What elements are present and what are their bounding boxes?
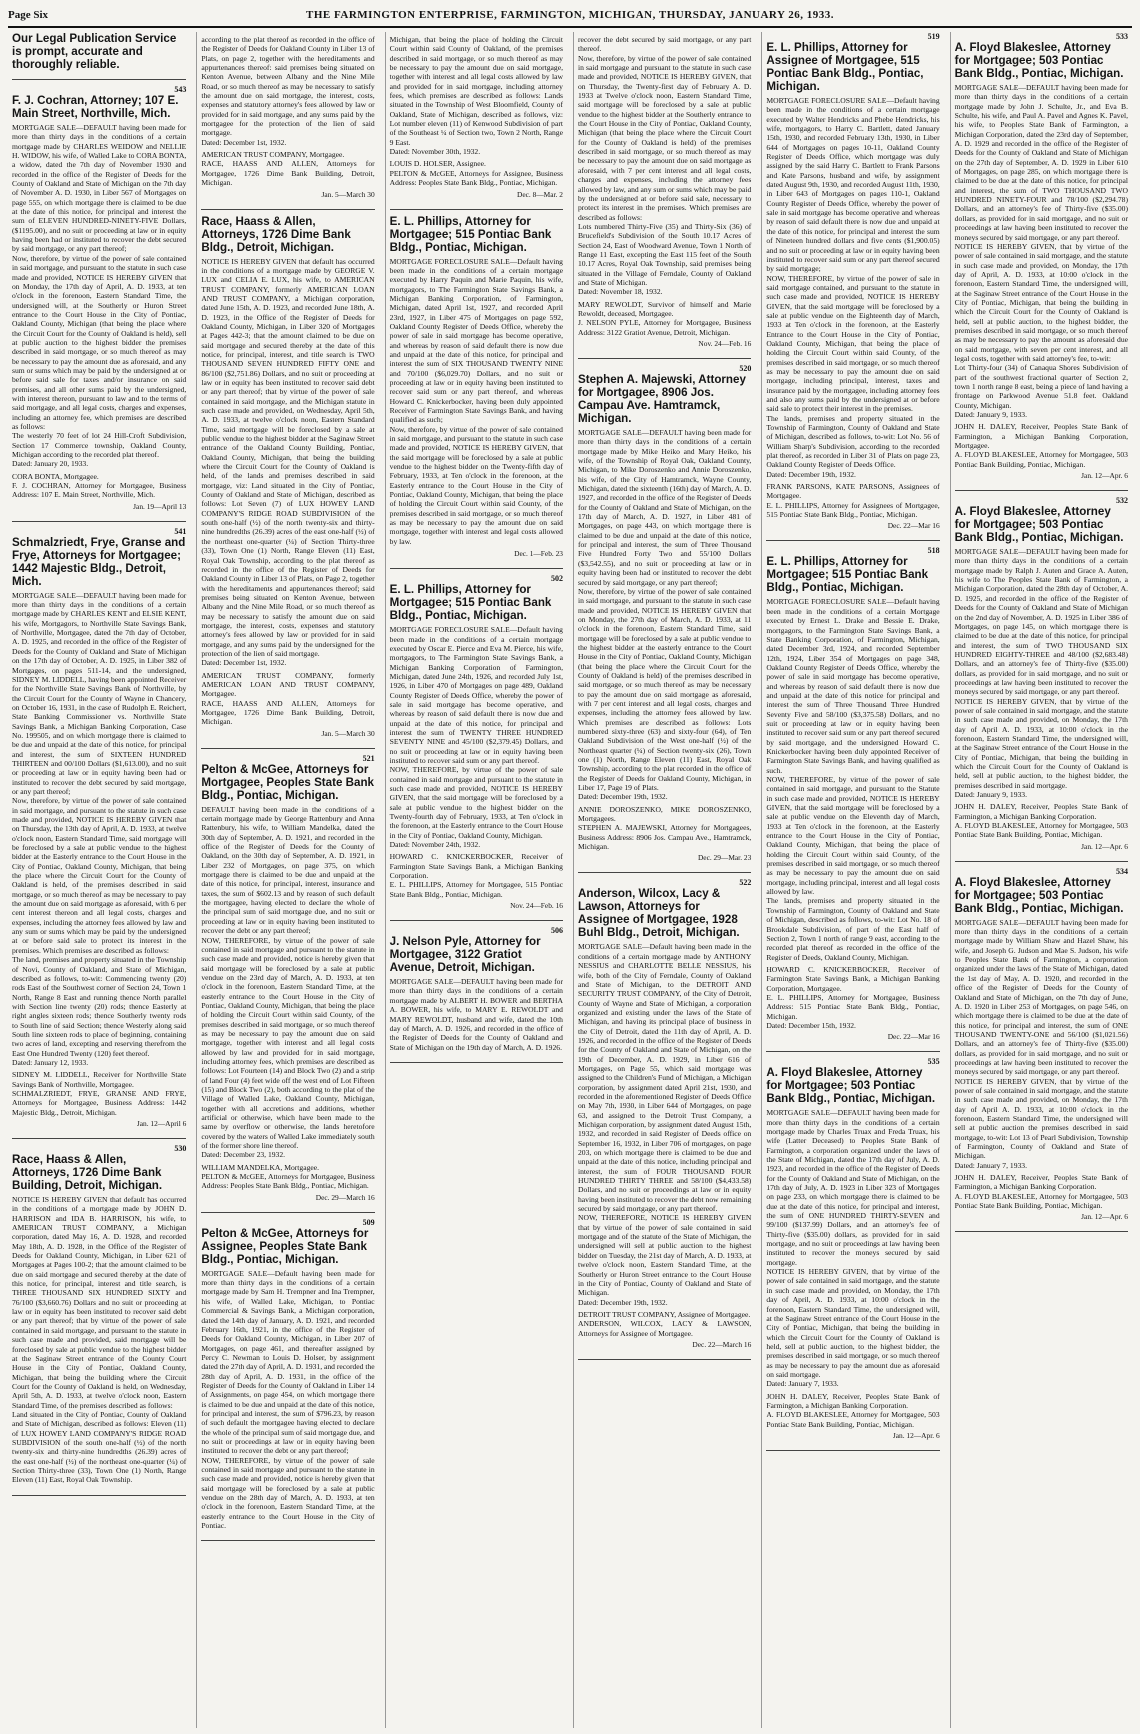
- notice-divider: [390, 920, 563, 921]
- notice-divider: [578, 358, 751, 359]
- notice-divider: [955, 1231, 1128, 1232]
- notice-number: 506: [550, 926, 563, 936]
- notice-body: recover the debt secured by said mortgage, or any part thereof. Now, therefore, by virtue of the power of sale contained in said mortgage and pursuant to the statute in such case made and provided, NOTICE IS HEREBY GIVEN, that on Thursday, the Twenty-first day of February A. D. 1933 at Twelve o'clock noon, Eastern Standard Time, said mortgage will be foreclosed by a sale at public vendue to the highest bidder at the Southerly entrance to the Court House in the City of Pontiac, Oakland County, Michigan (that being the place where the Circuit Court for the County of Oakland is held) of the premises described in said mortgage, or so much thereof as may be necessary to pay the amount due on said mortgage as aforesaid, with 7 per cent interest and all legal costs, charges and expenses, including the attorney fees allowed by law, and any sum or sums which may be paid by the undersigned at or before said sale, necessary to protect its interest in the premises. Which premises are described as follows: Lots numbered Thirty-Five (35) and Thirty-Six (36) of Brucefield's Subdivision of the South 10.17 Acres of Section 24, East of Woodward Avenue, Town 1 North of Range 11 East, excepting the East 115 feet of the South 10.17 Acres, Royal Oak Township, said premises being situated in the Village of Ferndale, County of Oakland and State of Michigan. Dated: November 18, 1932.: [577, 35, 752, 297]
- legal-notice: [766, 1057, 939, 1440]
- notice-number: 541: [174, 526, 187, 536]
- notice-signature: AMERICAN TRUST COMPANY, Mortgagee. RACE, HAASS AND ALLEN, Attorneys for Mortgagee, 1726 Dime Bank Building, Detroit, Michigan.: [201, 150, 375, 188]
- notice-signature: DETROIT TRUST COMPANY, Assignee of Mortgagee. ANDERSON, WILCOX, LACY & LAWSON, Attorneys for Assignee of Mortgagee.: [577, 1309, 752, 1338]
- notice-run-dates: Jan. 12—Apr. 6: [1081, 1212, 1128, 1222]
- notice-headline: E. L. Phillips, Attorney for Mortgagee; 515 Pontiac Bank Bldg., Pontiac, Michigan.: [766, 555, 929, 595]
- notice-divider: [578, 872, 751, 873]
- notice-divider: [390, 568, 563, 569]
- notice-headline: A. Floyd Blakeslee, Attorney for Mortgagee; 503 Pontiac Bank Bldg., Pontiac, Michigan.: [954, 505, 1124, 545]
- notice-number: 543: [174, 85, 187, 94]
- notice-number: 520: [739, 364, 752, 373]
- notice-signature: CORA BONTA, Mortgagee. F. J. COCHRAN, Attorney for Mortgagee, Business Address: 107 E. Main Street, Northville, Mich.: [12, 471, 187, 500]
- notice-body: MORTGAGE SALE—DEFAULT having been made for more than thirty days in the conditions of a certain mortgage made by Mike Heiko and Mary Heiko, his wife, of the Township of Royal Oak, Oakland County, Michigan, to Mike Doroszenko and Annie Doroszenko, his wife, of the City of Hamtramck, Wayne County, Michigan, dated the sixteenth (16th) day of March, A. D. 1927, and recorded in the office of the Register of Deeds for the County of Oakland and State of Michigan, on the 17th day of March, A. D. 1927, in Liber 481 of Mortgages, on page 443, on which mortgage there is claimed to be due and unpaid at the date of this notice, for principal and interest, the sum of Three Thousand Five Hundred Forty Two and 55/100 Dollars ($3,542.55), and no suit or proceeding at law or in equity having been had or instituted to recover the debt secured by said mortgage, or any part thereof; Now, therefore, by virtue of the power of sale contained in said mortgage, and pursuant to the statute in such case made and provided, NOTICE IS HEREBY GIVEN that on Monday, the 27th day of March, A. D. 1933, at 11 o'clock in the forenoon, Eastern Standard Time, said mortgage will be foreclosed by a sale at public vendue to the highest bidder at the easterly entrance to the Court House in the City of Pontiac, Oakland County, Michigan (that being the place where the Circuit Court for the County of Oakland is held) of the premises described in said mortgage, or so much thereof as may be necessary to pay the amount due on said mortgage as aforesaid, with 7 per cent interest and all legal costs, charges and expenses, including the attorney fees allowed by law. Which premises are described as follows: Lots numbered sixty-three (63) and sixty-four (64), of Ten Oakland Subdivision of the West one-half (½) of the Northeast quarter (¼) of Section twenty-six (26), Town one (1) North, Range Eleven (11) East, Royal Oak Township, according to the plat recorded in the office of the Register of Deeds for Oakland County, Michigan, in Liber 17, Page 19 of Plats. Dated: December 19th, 1932.: [577, 428, 752, 802]
- notice-headline: A. Floyd Blakeslee, Attorney for Mortgagee; 503 Pontiac Bank Bldg., Pontiac, Michigan.: [766, 1066, 936, 1106]
- notice-headline: E. L. Phillips, Attorney for Assignee of Mortgagee, 515 Pontiac Bank Bldg., Pontiac, Michigan.: [766, 41, 924, 93]
- notice-run-dates: Jan. 12—Apr. 6: [1081, 841, 1128, 851]
- notice-number: 509: [362, 1217, 375, 1227]
- legal-notice: [390, 574, 563, 910]
- notice-signature: AMERICAN TRUST COMPANY, formerly AMERICAN LOAN AND TRUST COMPANY, Mortgagee. RACE, HAASS AND ALLEN, Attorneys for Mortgagee, 1726 Dime Bank Building, Detroit, Michigan.: [201, 670, 375, 727]
- legal-notice: [12, 527, 186, 1128]
- notice-body: MORTGAGE SALE—DEFAULT having been made for more than thirty days in the conditions of a certain mortgage made by William Shaw and Hazel Shaw, his wife, and Joseph G. Judson and Mae S. Judson, his wife to Peoples State Bank of Farmington, a corporation organized under the laws of the State of Michigan, dated the 1st day of May, A. D. 1920, and recorded in the office of the Register of Deeds for the County of Oakland and State of Michigan, on the 7th day of June, A. D. 1920 in Liber 253 of Mortgages, on page 546, on which mortgage there is claimed to be due at the date of this notice, for principal and interest, the sum of ONE THOUSAND TWENTY-ONE and 56/100 ($1,021.56) Dollars, and an attorney's fee of Thirty-five ($35.00) dollars, as provided for in said mortgage, and no suit or proceedings at law having been instituted to recover the moneys secured by said mortgage, or any part thereof. NOTICE IS HEREBY GIVEN, that by virtue of the power of sale contained in said mortgage, and the statute in such case made and provided, on Monday, the 17th day of April A. D. 1933, at 10:00 o'clock in the forenoon, Eastern Standard Time, the undersigned will sell at public auction the premises described in said mortgage, to-wit: Lot 13 of Pearl Subdivision, Township of Farmington, County of Oakland and State of Michigan. Dated: January 7, 1933.: [954, 917, 1128, 1170]
- notice-number: 530: [174, 1144, 187, 1153]
- legal-notice: [201, 1218, 374, 1531]
- notice-run-dates: Jan. 5—March 30: [321, 189, 375, 199]
- notice-run-dates: Jan. 5—March 30: [321, 728, 375, 738]
- notice-signature: HOWARD C. KNICKERBOCKER, Receiver of Farmington State Savings Bank, a Michigan Banking Corporation. E. L. PHILLIPS, Attorney for Mortgagee, 515 Pontiac State Bank Bldg., Pontiac, Michigan.: [389, 852, 563, 899]
- notice-number: 502: [550, 574, 563, 584]
- notice-headline: E. L. Phillips, Attorney for Mortgagee; 515 Pontiac Bank Bldg., Pontiac, Michigan.: [389, 214, 552, 254]
- legal-notice: [955, 496, 1128, 851]
- notice-run-dates: Dec. 29—March 16: [315, 1192, 375, 1202]
- notice-run-dates: Nov. 24—Feb. 16: [698, 339, 752, 348]
- notice-headline: Race, Haass & Allen, Attorneys, 1726 Dime Bank Building, Detroit, Michigan.: [12, 1153, 163, 1192]
- legal-notice: [578, 364, 751, 862]
- notice-divider: [766, 540, 939, 541]
- notice-divider: [201, 1212, 374, 1213]
- column-1: [8, 32, 190, 1728]
- notice-divider: [201, 748, 374, 749]
- notice-signature: JOHN H. DALEY, Receiver, Peoples State Bank of Farmington, a Michigan Banking Corporation, Mortgagee. A. FLOYD BLAKESLEE, Attorney for Mortgagee, 503 Pontiac Bank Building, Pontiac, Michigan.: [954, 422, 1128, 469]
- notice-run-dates: Jan. 12—Apr. 6: [892, 1430, 940, 1440]
- legal-notice: [578, 35, 751, 348]
- notice-body: according to the plat thereof as recorded in the office of the Register of Deeds for Oakland County in Liber 13 of Plats, on page 2, together with the hereditaments and appurtenances thereof: said premises being situated on Kenton Avenue, between Albany and the Nine Mile Road, or so much thereof as may be necessary to satisfy the amount due on said mortgage, the interest, costs, expenses and statutory attorney's fees allowed by law or provided for in said mortgage, and any sums paid by the mortgagee for the protection of the lien of said mortgage. Dated: December 1st, 1932.: [201, 35, 375, 147]
- notice-divider: [766, 1051, 939, 1052]
- notice-divider: [390, 209, 563, 210]
- notice-headline: Pelton & McGee, Attorneys for Assignee, Peoples State Bank Bldg., Pontiac, Michigan.: [201, 1226, 369, 1266]
- notice-run-dates: Jan. 12—Apr. 6: [1081, 471, 1128, 481]
- notice-body: DEFAULT having been made in the conditions of a certain mortgage made by George Rattenbury and Anna Rattenbury, his wife, to William Mandelka, dated the 30th day of September, A. D. 1921, and recorded in the office of the Register of Deeds for the County of Oakland, on the 30th day of September, A. D. 1921, in Liber 232 of Mortgages, on page 375, on which mortgage there is claimed to be due and unpaid at the date of this notice, for principal, interest, insurance and taxes, the sum of $602.13 and by reason of such default the mortgagee, having elected to declare the whole of the principal sum of said mortgage due, and no suit or proceeding at law or in equity having been instituted to recover the debt or any part thereof; NOW, THEREFORE, by virtue of the power of sale contained in said mortgage and pursuant to the statute in such case made and provided, notice is hereby given that said mortgage will be foreclosed by a sale at public vendue on the 23rd day of March, A. D. 1933, at ten o'clock in the forenoon, Eastern Standard Time, at the easterly entrance to the Court House in the City of Pontiac, Oakland County, Michigan, that being the place of holding the Circuit Court within said County, of the premises described in said mortgage, or so much thereof as may be necessary to pay the amount due on said mortgage, together with interest and all legal costs allowed by law and provided for in said mortgage, including attorney fees, which premises are described as follows: Lot Fourteen (14) and Block Two (2) and a strip of land Four (4) feet wide off the west end of Lot Fifteen (15) and Block Two (2), both according to the plat of the Village of Walled Lake, Oakland County, Michigan, together with all accretions and additions, whether artificial or otherwise, which have been made to the same by overflow or otherwise, the lands heretofore covered by the waters of Walled Lake immediately south of the former shore line thereof. Dated: December 23, 1932.: [201, 804, 375, 1160]
- legal-notice: [201, 35, 374, 199]
- notice-signature: HOWARD C. KNICKERBOCKER, Receiver of Farmington State Savings Bank, a Michigan Banking Corporation, Mortgagee. E. L. PHILLIPS, Attorney for Mortgagee, Business Address: 515 Pontiac State Bank Bldg., Pontiac, Michigan. Dated: December 15th, 1932.: [766, 964, 940, 1030]
- notice-body: MORTGAGE FORECLOSURE SALE—Default having been made in the conditions of a certain mortgage executed by Harry Paquin and Marie Paquin, his wife, mortgagors, to The Farmington State Savings Bank, a Michigan Banking Corporation, of Farmington, Michigan, dated April 1st, 1927, and recorded April 23rd, 1927, in Liber 475 of Mortgages on page 592, Oakland County Register of Deeds Office, whereby the power of sale in said mortgage has become operative, and whereas by reason of said default there is now due and unpaid at the date of this notice, for principal and interest the sum of SIX THOUSAND TWENTY NINE and 70/100 ($6,029.70) Dollars, and no suit or proceeding at law or in equity having been instituted to recover said sum or any part thereof, and whereas Howard C. Knickerbocker, having been duly appointed Receiver of Farmington State Savings Bank, and having qualified as such; Now, therefore, by virtue of the power of sale contained in said mortgage, and pursuant to the statute in such case made and provided, NOTICE IS HEREBY GIVEN, that the said mortgage will be foreclosed by a sale at public vendue to the highest bidder on the Twenty-fifth day of February, 1933, at Ten o'clock in the forenoon, at the Easterly entrance to the Court House in the City of Pontiac, Oakland County, Michigan, that being the place of holding the Circuit Court within said County, of the premises described in said mortgage, or so much thereof as may be necessary to pay the amount due on said mortgage, together with interest and legal costs allowed by law.: [389, 256, 563, 546]
- notice-divider: [12, 1495, 186, 1496]
- notice-body: MORTGAGE SALE—DEFAULT having been made for more than thirty days in the conditions of a certain mortgage made by Ralph J. Auten and Grace A. Auten, his wife to The Peoples State Bank of Farmington, a Michigan Corporation, dated the 28th day of October, A. D. 1925, and recorded in the office of the Register of Deeds for the County of Oakland and State of Michigan on the 2nd day of November, A. D. 1925 in Liber 386 of Mortgages, on page 145, on which mortgage there is claimed to be due at the date of this notice, for principal and interest, the sum of TWO THOUSAND SIX HUNDRED EIGHTY-THREE and 48/100 ($2,683.48) Dollars, and an attorney's fee of Thirty-five ($35.00) dollars, as provided for in said mortgage, and no suit or proceedings at law having been instituted to recover the moneys secured by said mortgage, or any part thereof. NOTICE IS HEREBY GIVEN, that by virtue of the power of sale contained in said mortgage, and the statute in such case made and provided, on Monday, the 17th day of April A. D. 1933, at 10:00 o'clock in the forenoon, Eastern Standard Time, the undersigned will, at the Saginaw Street entrance of the Court House in the City of Pontiac, Michigan, that being the building in which the Circuit Court for the County of Oakland is held, sell at public auction, to the highest bidder, the premises described in said mortgage. Dated: January 9, 1933.: [954, 547, 1128, 800]
- notice-run-dates: Dec. 8—Mar. 2: [517, 189, 563, 199]
- legal-notice: [955, 867, 1128, 1222]
- notice-headline: Anderson, Wilcox, Lacy & Lawson, Attorneys for Assignee of Mortgagee, 1928 Buhl Bldg., Detroit, Michigan.: [577, 887, 740, 940]
- notice-run-dates: Jan. 12—April 6: [136, 1119, 187, 1128]
- page-label: Page Six: [8, 9, 49, 21]
- notice-body: Michigan, that being the place of holding the Circuit Court within said County of Oakland, of the premises described in said mortgage, or so much thereof as may be necessary to pay the amount due on said mortgage, together with interest and all legal costs allowed by law and provided for in said mortgage, including attorney fees, which premises are described as follows: Lands situated in the Township of West Bloomfield, County of Oakland, State of Michigan, described as follows, viz: Lot number eleven (11) of Kenwood Subdivision of part of the Southeast ¼ of Section two, Town 2 North, Range 9 East. Dated: November 30th, 1932.: [389, 35, 563, 157]
- column-5: [761, 32, 943, 1728]
- notice-number: 518: [927, 546, 940, 556]
- legal-notice: [578, 878, 751, 1348]
- notice-body: MORTGAGE SALE—DEFAULT having been made for more than thirty days in the conditions of a certain mortgage made by John J. Schulte, Jr., and Eva B. Schulte, his wife, and Paul A. Pavel and Agnes K. Pavel, his wife, to Peoples State Bank of Farmington, a Michigan Corporation, dated the 23rd day of September, A. D. 1929 and recorded in the office of the Register of Deeds for the County of Oakland and State of Michigan on the 27th day of September, A. D. 1929 in Liber 610 of Mortgages, on page 285, on which mortgage there is claimed to be due at the date of this notice, for principal and interest, the sum of TWO THOUSAND TWO HUNDRED NINETY-FOUR and 78/100 ($2,294.78) Dollars, and an attorney's fee of Thirty-five ($35.00) dollars, as provided for in said mortgage, and no suit or proceedings at law having been instituted to recover the moneys secured by said mortgage, or any part thereof. NOTICE IS HEREBY GIVEN, that by virtue of the power of sale contained in said mortgage, and the statute in such case made and provided, on Monday, the 17th day of April, A. D. 1933, at 10:00 o'clock in the forenoon, Eastern Standard Time, the undersigned will, at the Saginaw Street entrance of the Court House in the City of Pontiac, Michigan, that being the building in which the Circuit Court for the County of Oakland is held, sell at public auction, to the highest bidder, the premises described in said mortgage, or so much thereof as may be necessary to pay the amount as aforesaid due on said mortgage, with seven per cent interest, and all legal costs, together with said attorney's fee, to-wit: Lot Thirty-four (34) of Canaqua Shores Subdivision of part of the southwest fractional quarter of Section 2, town 1 north range 8 east, being a piece of land having a frontage on Parkwood Avenue 51.8 feet. Oakland County, Michigan. Dated: January 9, 1933.: [954, 83, 1128, 420]
- notice-body: MORTGAGE SALE—Default having been made for more than thirty days in the conditions of a certain mortgage made by Sam H. Trempner and Ina Trempner, his wife, of Walled Lake, Michigan, to Pontiac Commercial & Savings Bank, a Michigan corporation, dated the 14th day of January, A. D. 1921, and recorded February 16th, 1921, in the office of the Register of Deeds for Oakland County, Michigan, in Liber 207 of Mortgages, on page 461, and thereafter assigned by Percy C. Newman to Louis D. Holser, by assignment dated the 27th day of April, A. D. 1931, and recorded the 28th day of April, A. D. 1931, in the office of the Register of Deeds for the County of Oakland in Liber 14 of Assignments, on page 454, on which mortgage there is claimed to be due and unpaid at the date of this notice, for principal and interest, the sum of $796.23, by reason of such default the mortgagee having elected to declare the whole of the principal sum of said mortgage due, and no suit or proceedings at law or in equity having been instituted to recover the debt or any part thereof; NOW, THEREFORE, by virtue of the power of sale contained in said mortgage and pursuant to the statute in such case made and provided, notice is hereby given that said mortgage will be foreclosed by a sale at public vendue on the 28th day of March, A. D. 1933, at ten o'clock in the forenoon, Eastern Standard Time, at the easterly entrance to the Court House in the City of Pontiac.: [201, 1268, 375, 1531]
- legal-notice: [12, 85, 186, 511]
- notice-divider: [766, 1450, 939, 1451]
- masthead: [8, 4, 1132, 28]
- publication-service-note: Our Legal Publication Service is prompt, accurate and thoroughly reliable.: [12, 32, 177, 71]
- notice-divider: [390, 1062, 563, 1063]
- notice-signature: JOHN H. DALEY, Receiver, Peoples State Bank of Farmington, a Michigan Banking Corporation. A. FLOYD BLAKESLEE, Attorney for Mortgagee, 503 Pontiac State Bank Building, Pontiac, Michigan.: [954, 1173, 1128, 1211]
- notice-body: MORTGAGE FORECLOSURE SALE—Default having been made in the conditions of a certain mortgage executed by Walter Hendricks and Phebe Hendricks, his wife, mortgagors, to Harry C. Bartlett, dated January 15th, 1930, and recorded February 13th, 1930, in Liber 644 of Mortgages on pages 10-11, Oakland County Register of Deeds Office, which mortgage was duly assigned by the said Harry C. Bartlett to Frank Parsons and Kate Parsons, husband and wife, by assignment dated August 9th, 1930, and recorded August 11th, 1930, in Liber 643 of Mortgages on pages 110-1, Oakland County Register of Deeds Office, whereby the power of sale in said mortgage has become operative and whereas by reason of said default there is now due and unpaid at the date of this notice, for principal and interest the sum of Nineteen hundred dollars and five cents ($1,900.05) and no suit or proceeding at law or in equity having been instituted to recover said sum or any part thereof secured by said mortgage; NOW, THEREFORE, by virtue of the power of sale in said mortgage contained, and pursuant to the statute in such case made and provided, NOTICE IS HEREBY GIVEN, that the said mortgage will be foreclosed by a sale at public vendue on the Eighteenth day of March, 1933 at Ten o'clock in the forenoon, at the Easterly Entrance to the Court House in the City of Pontiac, Oakland County, Michigan, that being the place of holding the Circuit Court within said County, of the premises described in said mortgage, or so much thereof as may be necessary to pay the amount due on said mortgage, including principal, interest, taxes and insurance paid by the mortgagee, including attorney fees and also any sums paid by the undersigned at or before said sale to protect their interest in the premises. The lands, premises and property situated in the Township of Farmington, County of Oakland and State of Michigan, described as follows, to-wit: Lot No. 56 of William Sharp's Subdivision, according to the recorded plat thereof, as recorded in Liber 31 of Plats on page 23, Oakland County Register of Deeds Office. Dated: December 19th, 1932.: [766, 96, 940, 479]
- notice-signature: JOHN H. DALEY, Receiver, Peoples State Bank of Farmington, a Michigan Banking Corporation. A. FLOYD BLAKESLEE, Attorney for Mortgagee, 503 Pontiac State Bank Building, Pontiac, Michigan.: [954, 802, 1128, 840]
- notice-headline: A. Floyd Blakeslee, Attorney for Mortgagee; 503 Pontiac Bank Bldg., Pontiac, Michigan.: [954, 41, 1124, 80]
- column-3: [385, 32, 567, 1728]
- legal-notice: [390, 35, 563, 199]
- notice-body: MORTGAGE SALE—DEFAULT having been made for more than thirty days in the conditions of a certain mortgage made by CHARLES KENT and ELSIE KENT, his wife, Mortgagors, to Northville State Savings Bank, of Northville, Mortgagee, dated the 7th day of October, A. D. 1925, and recorded in the office of the Register of Deeds for the County of Oakland and State of Michigan on the 17th day of October, A. D. 1925, in Liber 382 of Mortgages, on pages 511-14, and the undersigned, SIDNEY M. LIDDELL, having been appointed Receiver for the Northville State Savings Bank of Northville, by the Circuit Court for the County of Wayne in Chancery, on October 16, 1931, in the case of Rudolph E. Reichert, State Banking Commissioner vs. Northville State Savings Bank, a Michigan Banking Corporation, Case No. 199505, and on which mortgage there is claimed to be due and unpaid at the date of this notice, for principal and interest, the sum of SIXTEEN HUNDRED THIRTEEN and 00/100 Dollars ($1,613.00), and no suit or proceeding at law or in equity having been had or instituted to recover the debt secured by said mortgage, or any part thereof; Now, therefore, by virtue of the power of sale contained in said mortgage, and pursuant to the statute in such case made and provided, NOTICE IS HEREBY GIVEN that on Thursday, the 13th day of April, A. D. 1933, at twelve o'clock noon, Eastern Standard Time, said mortgage will be foreclosed by a sale at public vendue to the highest bidder at the Easterly entrance to the Court House in the City of Pontiac, Oakland County, Michigan, that being the place where the Circuit Court for the County of Oakland is held, of the premises described in said mortgage, or so much thereof as may be necessary to pay the amount due on said mortgage as aforesaid, with 6 per cent interest thereon and all legal costs, charges and expenses, including the attorney fees allowed by law and any sum or sums which may be paid by the undersigned at or before said sale to protect its interest in the premises. Which premises are described as follows: The land, premises and property situated in the Township of Novi, County of Oakland, and State of Michigan, described as follows, to-wit: Commencing twenty (20) rods East of the Southwest corner of Section 24, Town 1 North, Range 8 East and running thence North parallel with Section line twenty (20) rods; thence Easterly at right angles sixteen rods; thence Southerly twenty rods to South line of said Section; thence Westerly along said South line sixteen rods to place of beginning, containing two acres of land, excepting and reserving therefrom the East One Hundred Twenty (120) feet thereof. Dated: January 12, 1933.: [12, 590, 187, 1067]
- legal-notice: [201, 215, 374, 738]
- legal-notice: [201, 754, 374, 1202]
- notice-number: 533: [1115, 32, 1128, 41]
- notice-body: MORTGAGE SALE—DEFAULT having been made for more than thirty days in the conditions of a certain mortgage made by ALBERT H. BOWER and BERTHA A. BOWER, his wife, to MARY E. REWOLDT and MARY REWOLDT, husband and wife, dated the 10th day of March, A. D. 1926, and recorded in the office of the Register of Deeds for the County of Oakland and State of Michigan on the 19th day of March, A. D. 1926.: [389, 977, 565, 1052]
- notice-headline: Schmalzriedt, Frye, Granse and Frye, Attorneys for Mortgagee; 1442 Majestic Bldg., Detroit, Mich.: [12, 535, 186, 588]
- notice-divider: [201, 1540, 374, 1541]
- notice-signature: WILLIAM MANDELKA, Mortgagee. PELTON & McGEE, Attorneys for Mortgagee, Business Address: Peoples State Bank Bldg., Pontiac, Michigan.: [201, 1162, 375, 1191]
- legal-notice: [955, 32, 1128, 480]
- notice-headline: Pelton & McGee, Attorneys for Mortgagee, Peoples State Bank Bldg., Pontiac, Michigan.: [201, 762, 374, 802]
- notice-body: NOTICE IS HEREBY GIVEN that default has occurred in the conditions of a mortgage made by GEORGE V. LUX and CELIA E. LUX, his wife, to AMERICAN TRUST COMPANY, formerly AMERICAN LOAN AND TRUST COMPANY, a Michigan corporation, dated June 15th, A. D. 1923, and recorded June 18th, A. D. 1923, in the Office of the Register of Deeds for Oakland County, Michigan, in Liber 320 of Mortgages at Pages 442-3; that the amount claimed to be due on said mortgage and secured thereby at the date of this notice, for principal, interest, and title search is TWO THOUSAND SEVEN HUNDRED FIFTY ONE and 86/100 ($2,751.86) Dollars, and no suit or proceeding at law or in equity has been instituted to recover said debt or any part thereof; that by virtue of the power of sale contained in said mortgage, and the Michigan statute in such case made and provided, on Wednesday, April 5th, A. D. 1933, at twelve o'clock noon, Eastern Standard Time, said mortgage will be foreclosed by a sale at public vendue to the highest bidder at the Saginaw Street entrance of the Oakland County Building, Pontiac, Oakland County, Michigan, that being the building where the Circuit Court for the County of Oakland is held, of the lands and premises described in said mortgage, viz: Land situated in the City of Pontiac, County of Oakland and State of Michigan, described as follows: Lot Seven (7) of LUX HOWEY LAND COMPANY'S RIDGE ROAD SUBDIVISION of the south one-half (½) of the north twenty-six and thirty-nine hundredths (26.39) acres of the east one-half (½) of the northeast one-quarter (¼) of Section Thirty-three (33), Town One (1) North, Range Eleven (11) East, Royal Oak Township, according to the plat thereof as recorded in the office of the Register of Deeds for Oakland County in Liber 13 of Plats, on Page 2, together with the hereditaments and appurtenances thereof; said premises being situated on Kenton Avenue, between Albany and the Nine Mile Road, or so much thereof as may be necessary to satisfy the amount due on said mortgage, the interest, costs, expenses and statutory attorney's fees allowed by law or provided for in said mortgage, and any sums paid by the undersigned for the protection of the lien of said mortgage. Dated: December 1st, 1932.: [201, 256, 375, 668]
- legal-notice: [766, 546, 939, 1041]
- notice-body: MORTGAGE FORECLOSURE SALE—Default having been made in the conditions of a certain mortgage executed by Oscar E. Pierce and Eva M. Pierce, his wife, mortgagors, to The Farmington State Savings Bank, a Michigan Banking Corporation of Farmington, Michigan, dated June 24th, 1926, and recorded July 1st, 1926, in Liber 470 of Mortgages on page 489, Oakland County Register of Deeds Office, whereby the power of sale in said mortgage has become operative, and whereas by reason of said default there is now due and unpaid at the date of this notice, for principal and interest the sum of TWENTY THREE HUNDRED SEVENTY NINE and 45/100 ($2,379.45) Dollars, and no suit or proceeding at law or in equity having been instituted to recover said sum or any part thereof. NOW, THEREFORE, by virtue of the power of sale contained in said mortgage and pursuant to the statute in such case made and provided, NOTICE IS HEREBY GIVEN, that the said mortgage will be foreclosed by a sale at public vendue to the highest bidder on the Twenty-fourth day of February, 1933, at Ten o'clock in the forenoon, at the Easterly entrance to the Court House in the City of Pontiac, Oakland County, Michigan. Dated: November 24th, 1932.: [389, 625, 563, 850]
- columns: [8, 32, 1132, 1728]
- notice-headline: F. J. Cochran, Attorney; 107 E. Main Street, Northville, Mich.: [12, 94, 179, 120]
- notice-headline: Race, Haass & Allen, Attorneys, 1726 Dime Bank Bldg., Detroit, Michigan.: [201, 214, 351, 254]
- notice-headline: E. L. Phillips, Attorney for Mortgagee; 515 Pontiac Bank Bldg., Pontiac, Michigan.: [389, 583, 552, 623]
- column-2: [196, 32, 378, 1728]
- notice-number: 521: [362, 753, 375, 763]
- notice-body: MORTGAGE SALE—Default having been made in the conditions of a certain mortgage made by ANTHONY NESSIUS and CHARLOTTE BELLE NESSIUS, his wife, both of the City of Ferndale, County of Oakland and State of Michigan, to the DETROIT AND SECURITY TRUST COMPANY, of the City of Detroit, County of Wayne and State of Michigan, a corporation organized and existing under the laws of the State of Michigan, and having its principal place of business in the City of Detroit, dated the 11th day of April, A. D. 1926, and recorded in the office of the Register of Deeds for the County of Oakland and State of Michigan, on the 19th of December, A. D. 1929, in Liber 616 of Mortgages, on Page 55, which said mortgage was assigned to the Children's Fund of Michigan, a Michigan corporation, by assignment dated April 21st, 1930, and recorded in the aforementioned Register of Deeds Office on May 7th, 1930, in Liber 644 of Mortgages, on page 63, and assigned to the Detroit Trust Company, a Michigan corporation, by assignment dated August 15th, 1932, and recorded in said Register of Deeds office on September 16, 1932, in Liber 706 of mortgages, on page 203, on which mortgage there is claimed to be due and unpaid at the date of this notice, including principal and interest, the sum of FOUR THOUSAND FOUR HUNDRED THIRTY THREE and 58/100 ($4,433.58) Dollars, and no suit or proceedings at law or in equity having been instituted to recover the debt now remaining secured by said mortgage, or any part thereof. NOW, THEREFORE, NOTICE IS HEREBY GIVEN that by virtue of the power of sale contained in said mortgage and of the statute of the State of Michigan, the undersigned will sell at public auction to the highest bidder on Tuesday, the 21st day of March, A. D. 1933, at twelve o'clock noon, Eastern Standard Time, at the Southerly or Huron Street entrance to the Court House in the City of Pontiac, County of Oakland and State of Michigan. Dated: December 19th, 1932.: [577, 942, 752, 1307]
- notice-body: MORTGAGE SALE—DEFAULT having been made for more than thirty days in the conditions of a certain mortgage made by Charles Truax and Freda Truax, his wife (Latter Deceased) to Peoples State Bank of Farmington, a corporation organized under the laws of the State of Michigan, dated the 17th day of July, A. D. 1923, and recorded in the office of the Register of Deeds for the County of Oakland and State of Michigan, on the 17th day of July, A. D. 1923 in Liber 323 of Mortgages on page 233, on which mortgage there is claimed to be due at the date of this notice, for principal and interest, the sum of ONE HUNDRED THIRTY-SEVEN and 99/100 ($137.99) Dollars, and an attorney's fee of Thirty-five ($35.00) dollars, as provided for in said mortgage, and no suit or proceedings at law having been instituted to recover the moneys secured by said mortgage. NOTICE IS HEREBY GIVEN, that by virtue of the power of sale contained in said mortgage, and the statute in such case made and provided, on Monday, the 17th day of April, A. D. 1933, at 10:00 o'clock in the forenoon, Eastern Standard Time, the undersigned will, at the Saginaw Street entrance of the Court House in the City of Pontiac, Michigan, that being the building in which the Circuit Court for the County of Oakland is held, sell at public auction, to the highest bidder, the premises described in said mortgage, or so much thereof as may be necessary to pay the amount due as aforesaid on said mortgage. Dated: January 7, 1933.: [766, 1108, 940, 1389]
- notice-run-dates: Dec. 29—Mar. 23: [697, 853, 752, 863]
- notice-headline: A. Floyd Blakeslee, Attorney for Mortgagee; 503 Pontiac Bank Bldg., Pontiac, Michigan.: [954, 875, 1124, 915]
- notice-run-dates: Dec. 22—Mar 16: [887, 521, 940, 531]
- notice-run-dates: Dec. 22—Mar 16: [887, 1032, 940, 1042]
- notice-number: 535: [927, 1057, 940, 1067]
- column-6: [950, 32, 1132, 1728]
- notice-number: 532: [1115, 496, 1128, 506]
- notice-headline: J. Nelson Pyle, Attorney for Mortgagee, 3122 Gratiot Avenue, Detroit, Michigan.: [389, 935, 541, 975]
- notice-number: 519: [927, 32, 940, 41]
- notice-signature: ANNIE DOROSZENKO, MIKE DOROSZENKO, Mortgagees. STEPHEN A. MAJEWSKI, Attorney for Mortgagees, Business Address: 8906 Jos. Campau Ave., Hamtramck, Michigan.: [577, 804, 752, 852]
- legal-notice: [390, 215, 563, 559]
- notice-run-dates: Dec. 1—Feb. 23: [514, 549, 563, 559]
- notice-divider: [12, 1138, 186, 1139]
- legal-notice: [12, 1144, 186, 1485]
- notice-run-dates: Nov. 24—Feb. 16: [510, 901, 563, 911]
- column-4: [573, 32, 755, 1728]
- legal-notice: [766, 32, 939, 530]
- notice-divider: [578, 1359, 751, 1360]
- notice-divider: [955, 490, 1128, 491]
- legal-notice: [390, 926, 563, 1052]
- notice-body: MORTGAGE SALE—DEFAULT having been made for more than thirty days in the conditions of a certain mortgage made by CHARLES WEIDOW and NELLIE H. WIDOW, his wife, of Walled Lake to CORA BONTA, a widow, dated the 7th day of November 1930 and recorded in the office of the Register of Deeds for the County of Oakland and State of Michigan on the 7th day of November A. D. 1930, in Liber 567 of Mortgages on page 555, on which mortgage there is claimed to be due at the date of this notice, for principal and interest the sum of ELEVEN HUNDRED-NINETY-FIVE Dollars, ($1195.00), and no suit or proceeding at law or in equity having been had or instituted to recover the debt secured by said mortgage, or any part thereof; Now, therefore, by virtue of the power of sale contained in said mortgage, and pursuant to the statute in such case made and provided, NOTICE IS HEREBY GIVEN that on Monday, the 17th day of April, A. D. 1933, at ten o'clock in the forenoon, Eastern Standard Time, the undersigned will, at the Southerly or Huron Street entrance to the Court House in the City of Pontiac, Oakland County, Michigan (that being the place where the Circuit Court for the County of Oakland is held), sell at public auction to the highest bidder the premises described in said mortgage, or so much thereof as may be necessary to pay the amount due as aforesaid, and any sum or sums which may be paid by the undersigned at or before said sale for taxes and/or insurance on said premises, and all other sums paid by the undersigned, with interest thereon, pursuant to law and to the terms of said mortgage, and all legal costs, charges and expenses, including an attorney fee, which premises are described as follows: The westerly 70 feet of lot 24 Hill-Croft Subdivision, Section 17 Commerce township, Oakland County, Michigan according to the recorded plat thereof. Dated: January 20, 1933.: [12, 123, 187, 469]
- notice-divider: [955, 861, 1128, 862]
- notice-body: NOTICE IS HEREBY GIVEN that default has occurred in the conditions of a mortgage made by JOHN D. HARRISON and IDA B. HARRISON, his wife, to AMERICAN TRUST COMPANY, a Michigan corporation, dated May 16, A. D. 1928, and recorded May 18th, A. D. 1928, in the Office of the Register of Deeds for Oakland County, Michigan, in Liber 621 of Mortgages at Pages 100-2; that the amount claimed to be due on said mortgage and secured thereby at the date of this notice, for principal, interest and title search, is THREE THOUSAND SIX HUNDRED SIXTY and 76/100 ($3,660.76) Dollars and no suit or proceeding at law or in equity has been instituted to recover said debt or any part thereof; that by virtue of the power of sale contained in said mortgage, and pursuant to the statute in such case made and provided, said mortgage will be foreclosed by sale at public vendue to the highest bidder at the Saginaw Street entrance of the County Court House in the City of Pontiac, Oakland County, Michigan, that being the building where the Circuit Court for the County of Oakland is held, on Wednesday, April 5th, A. D. 1933, at twelve o'clock noon, Eastern Standard Time, of the premises described as follows: Land situated in the City of Pontiac, County of Oakland and State of Michigan, described as follows: Eleven (11) of LUX HOWEY LAND COMPANY'S RIDGE ROAD SUBDIVISION of the south one-half (½) of the north twenty-six and thirty-nine hundredths (26.39) acres of the east one-half (½) of the northeast one-quarter (¼) of Section Thirty-three (33), Town One (1) North, Range Eleven (11) East, Royal Oak Township.: [12, 1195, 187, 1485]
- paper-dateline: THE FARMINGTON ENTERPRISE, FARMINGTON, MICHIGAN, THURSDAY, JANUARY 26, 1933.: [306, 9, 834, 21]
- notice-signature: LOUIS D. HOLSER, Assignee. PELTON & McGEE, Attorneys for Assignee, Business Address: Peoples State Bank Bldg., Pontiac, Michigan.: [389, 159, 563, 188]
- notice-signature: SIDNEY M. LIDDELL, Receiver for Northville State Savings Bank of Northville, Mortgagee. SCHMALZRIEDT, FRYE, GRANSE AND FRYE, Attorneys for Mortgagee, Business Address: 1442 Majestic Bldg., Detroit, Michigan.: [12, 1070, 187, 1117]
- notice-run-dates: Jan. 19—April 13: [133, 501, 187, 511]
- notice-body: MORTGAGE FORECLOSURE SALE—Default having been made in the conditions of a certain Mortgage executed by Ernest L. Drake and Bessie E. Drake, mortgagors, to the Farmington State Savings Bank, a State Banking Corporation, of Farmington, Michigan, dated December 3rd, 1924, and recorded September 12th, 1924, Liber 354 of Mortgages on page 348, Oakland County Register of Deeds Office, whereby the power of sale in said mortgage has become operative, and whereas by reason of said default there is now due and unpaid at the date of this notice for principal and interest the sum of Three Thousand Three Hundred Seventy Five and 58/100 ($3,375.58) Dollars, and no suit or proceeding at law or in equity having been instituted to recover said sum or any part thereof secured by said mortgage, and the undersigned Howard C. Knickerbocker having been duly appointed Receiver of Farmington State Savings Bank, and having qualified as such. NOW, THEREFORE, by virtue of the power of sale contained in said mortgage, and pursuant to the Statute in such case made and provided, NOTICE IS HEREBY GIVEN, that the said mortgage will be foreclosed by a sale at public vendue on the Eleventh day of March, 1933 at Ten o'clock in the forenoon, at the Easterly entrance to the Court House in the City of Pontiac, Oakland County, Michigan, that being the place of holding the Circuit Court within said County, of the premises described in said mortgage, or so much thereof as may be necessary to pay the amount due on said mortgage, including principal, interest and all legal costs allowed by law. The lands, premises and property situated in the Township of Farmington, County of Oakland and State of Michigan, described as follows, to-wit: Lot No. 18 of Brookdale Subdivision, of part of the East half of Section 2, Town 1 north of range 9 east, according to the recorded plat thereof as recorded in the office of the Register of Deeds, Oakland County, Michigan.: [766, 597, 940, 962]
- notice-number: 522: [739, 878, 752, 888]
- notice-signature: JOHN H. DALEY, Receiver, Peoples State Bank of Farmington, a Michigan Banking Corporation. A. FLOYD BLAKESLEE, Attorney for Mortgagee, 503 Pontiac State Bank Building, Pontiac, Michigan.: [766, 1391, 940, 1429]
- notice-run-dates: Dec. 22—March 16: [692, 1339, 752, 1349]
- notice-signature: MARY REWOLDT, Survivor of himself and Marie Rewoldt, deceased, Mortgagee. J. NELSON PYLE, Attorney for Mortgagee, Business Address: 3122 Gratiot Avenue, Detroit, Michigan.: [577, 299, 752, 337]
- notice-signature: FRANK PARSONS, KATE PARSONS, Assignees of Mortgagee. E. L. PHILLIPS, Attorney for Assignees of Mortgagee, 515 Pontiac State Bank Bldg., Pontiac, Michigan.: [766, 482, 940, 520]
- notice-divider: [201, 209, 374, 210]
- notice-number: 534: [1115, 866, 1128, 876]
- notice-divider: [12, 521, 186, 522]
- notice-headline: Stephen A. Majewski, Attorney for Mortgagee, 8906 Jos. Campau Ave. Hamtramck, Michigan.: [577, 373, 746, 425]
